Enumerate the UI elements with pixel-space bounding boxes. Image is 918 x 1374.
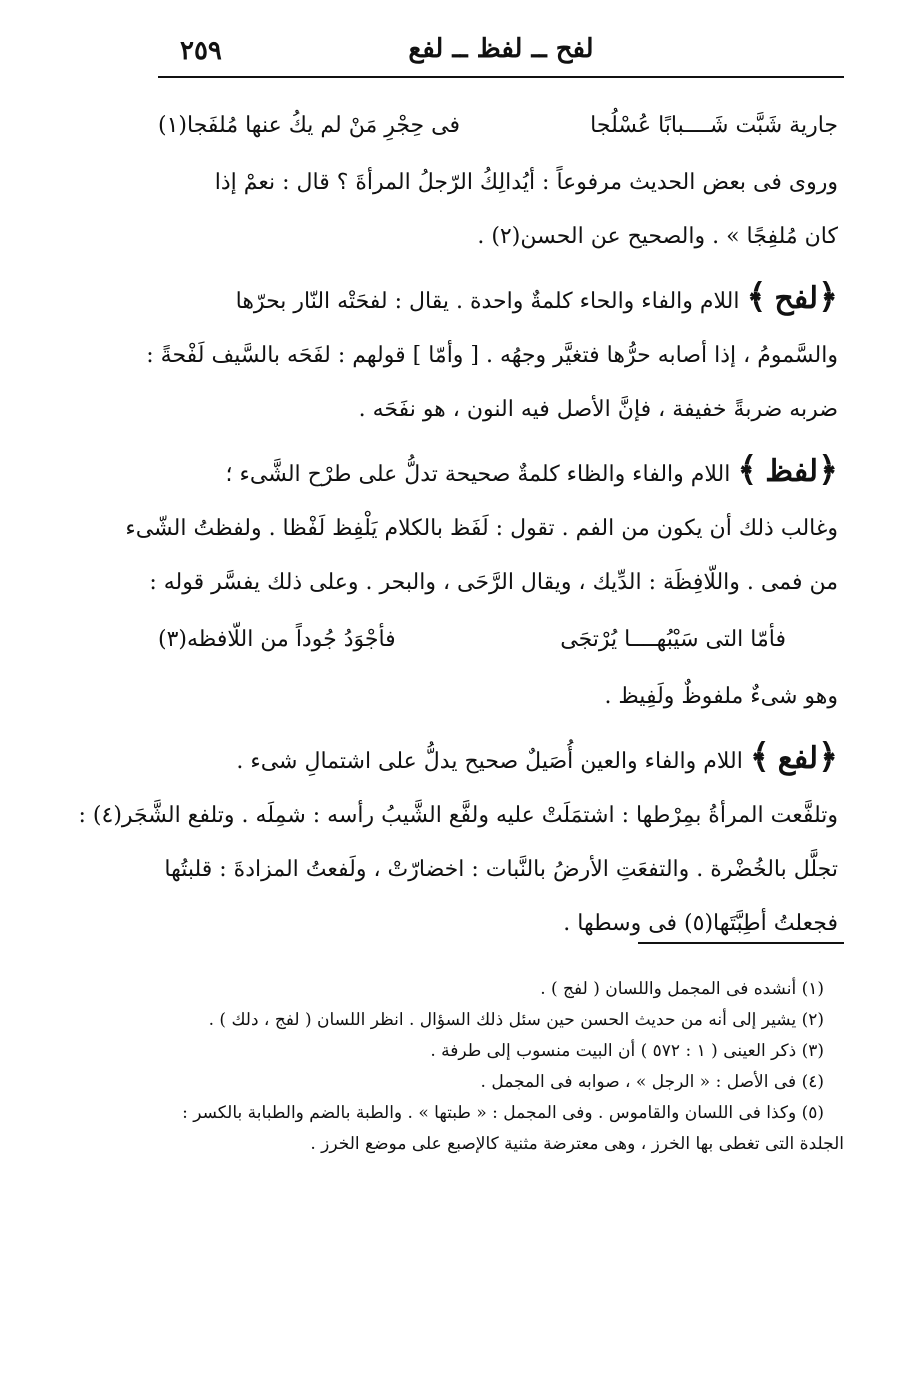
entry-lafh	[146, 270, 838, 437]
text-line: كان مُلفِجًا » . والصحيح عن الحسن(٢) .	[477, 224, 838, 249]
entry-lafa	[78, 730, 838, 951]
page-body	[78, 96, 838, 951]
text-line: ضربه ضربةً خفيفة ، فإنَّ الأصل فيه النون ، هو نفَحَه .	[358, 397, 838, 422]
entry-lafz-closing	[158, 670, 838, 724]
entry-lafa-first-line	[158, 730, 838, 789]
footnote-5-continued: الجلدة التى تغطى بها الخرز ، وهى معترضة مثنية كالإصبع على موضع الخرز .	[310, 1134, 844, 1154]
footnote-1: (١) أنشده فى المجمل واللسان ( لفج ) .	[540, 979, 824, 999]
headword-lafz: لفظ	[765, 454, 819, 489]
text-line: وروى فى بعض الحديث مرفوعاً : أيُدالِكُ الرّجلُ المرأةَ ؟ قال : نعمْ إذا	[214, 170, 838, 195]
verse-1-second-hemistich: فى حِجْرِ مَنْ لم يكُ عنها مُلفَجا(١)	[158, 113, 461, 138]
text-line: تجلَّل بالخُضْرة . والتفعَتِ الأرضُ بالنَّبات : اخضارّتْ ، ولَفعتُ المزادةَ : قلبتُها	[164, 857, 838, 882]
headword-bracket-close: ﴾	[749, 737, 770, 777]
verse-2-second-hemistich: فأجْوَدُ جُوداً من اللّافظه(٣)	[158, 627, 396, 652]
text-line: اللام والفاء والحاء كلمةٌ واحدة . يقال : لفحَتْه النّار بحرّها	[235, 289, 740, 314]
paragraph-hadith	[158, 156, 838, 264]
entry-lafz-first-line	[158, 443, 838, 502]
entry-lafh-first-line	[158, 270, 838, 329]
text-line: وغالب ذلك أن يكون من الفم . تقول : لَفَظ بالكلام يَلْفِظ لَفْظا . ولفظتُ الشّىء	[125, 516, 838, 541]
page-header	[158, 30, 844, 74]
verse-1	[158, 96, 838, 156]
verse-1-first-hemistich: جارية شَبَّت شَــــبابًا عُسْلُجا	[590, 113, 838, 138]
footnote-rule	[638, 942, 844, 944]
headword-bracket-open: ﴿	[818, 450, 838, 490]
text-line: من فمى . واللّافِظَة : الدِّيك ، ويقال الرَّحَى ، والبحر . وعلى ذلك يفسَّر قوله :	[149, 570, 838, 595]
headword-bracket-close: ﴾	[737, 450, 758, 490]
running-head: لفح ــ لفظ ــ لفع	[408, 34, 594, 64]
verse-2-first-hemistich: فأمّا التى سَيْبُهــــا يُرْتجَى	[560, 627, 786, 652]
footnote-2: (٢) يشير إلى أنه من حديث الحسن حين سئل ذلك السؤال . انظر اللسان ( لفج ، دلك ) .	[208, 1010, 824, 1030]
text-line: وتلفَّعت المرأةُ بمِرْطها : اشتمَلَتْ عليه ولفَّع الشَّيبُ رأسه : شمِلَه . وتلفع الشَّجَر(٤) :	[78, 803, 838, 828]
footnotes	[158, 974, 844, 1160]
headword-bracket-open: ﴿	[818, 737, 838, 777]
entry-lafz	[125, 443, 838, 610]
headword-lafa: لفع	[777, 741, 819, 776]
headword-bracket-close: ﴾	[746, 277, 767, 317]
text-line: فجعلتُ أطِبَّتَها(٥) فى وسطها .	[563, 911, 838, 936]
verse-2	[158, 610, 838, 670]
text-line: اللام والفاء والظاء كلمةٌ صحيحة تدلُّ على طرْح الشَّىء ؛	[225, 462, 731, 487]
text-line: اللام والفاء والعين أُصَيلٌ صحيح يدلُّ على اشتمالِ شىء .	[236, 749, 743, 774]
text-line: وهو شىءٌ ملفوظٌ ولَفِيظ .	[604, 684, 838, 709]
footnote-5: (٥) وكذا فى اللسان والقاموس . وفى المجمل : « طبتها » . والطبة بالضم والطبابة بالكسر :	[182, 1103, 824, 1123]
footnote-3: (٣) ذكر العينى ( ١ : ٥٧٢ ) أن البيت منسوب إلى طرفة .	[430, 1041, 824, 1061]
headword-bracket-open: ﴿	[818, 277, 838, 317]
footnote-4: (٤) فى الأصل : « الرجل » ، صوابه فى المجمل .	[480, 1072, 824, 1092]
page-number: ٢٥٩	[180, 36, 222, 66]
header-rule	[158, 76, 844, 78]
headword-lafh: لفح	[774, 281, 819, 316]
text-line: والسَّمومُ ، إذا أصابه حرُّها فتغيَّر وجهُه . [ وأمّا ] قولهم : لفَحَه بالسَّيف لَفْحةً :	[146, 343, 838, 368]
